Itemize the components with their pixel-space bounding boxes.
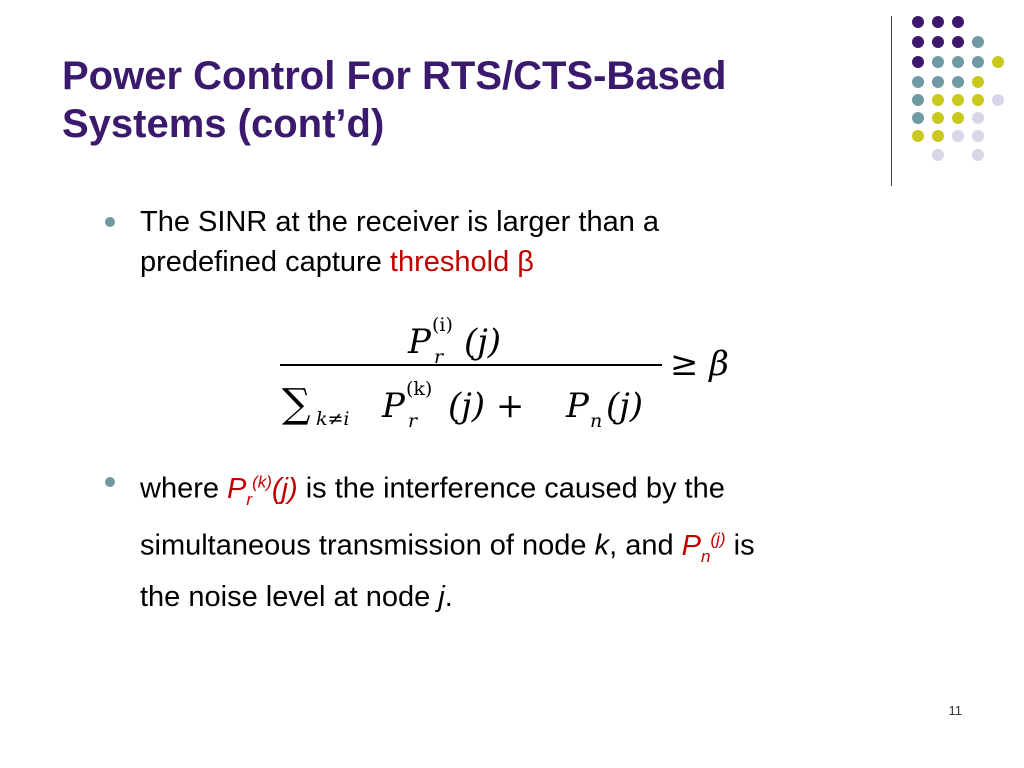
node-k: k (594, 530, 610, 563)
threshold-term: threshold β (389, 246, 534, 278)
eq-den-arg1: (j) + (448, 386, 525, 426)
sinr-equation (270, 305, 770, 435)
title-line-1: Power Control For RTS/CTS-Based (62, 54, 727, 98)
eq-num-P: P (408, 322, 431, 362)
bullet-2-is: is (725, 530, 755, 563)
bullet-1 (140, 202, 960, 282)
eq-den-sup: (k) (406, 378, 433, 400)
eq-num-sub: r (434, 346, 444, 368)
eq-den-Pn-sub: n (590, 410, 603, 432)
pr-symbol: $P_r^{(k)}(j)$ (227, 472, 298, 509)
eq-den-sub: r (408, 410, 418, 432)
bullet-2-line-2: simultaneous transmission of node (140, 530, 595, 563)
bullet-2-period: . (444, 580, 453, 613)
bullet-2-and: , and (609, 530, 682, 563)
bullet-2-where: where (140, 472, 228, 505)
bullet-2 (140, 462, 960, 617)
bullet-2-mid1: is the interference caused by the (297, 472, 725, 505)
pn-symbol: $P_n^{(j)}$ (681, 529, 726, 566)
eq-den-P: P (382, 386, 405, 426)
bullet-1-line-2: predefined capture (140, 246, 390, 278)
node-j: j (438, 580, 445, 613)
bullet-2-line-3: the noise level at node (140, 580, 439, 613)
eq-relation: ≥ β (670, 344, 729, 384)
eq-num-arg: (j) (464, 322, 502, 362)
page-number: 11 (948, 703, 962, 718)
eq-sum-sub: k≠i (316, 408, 350, 430)
eq-num-sup: (i) (432, 314, 453, 336)
bullet-1-line-1: The SINR at the receiver is larger than a (140, 206, 660, 238)
bullet-dot-icon (105, 217, 115, 227)
title-line-2: Systems (cont’d) (62, 102, 385, 146)
eq-den-Pn: P (566, 386, 589, 426)
decorative-dot-grid (0, 0, 1024, 200)
bullet-dot-icon (105, 477, 115, 487)
eq-den-arg2: (j) (606, 386, 644, 426)
eq-sum-symbol: ∑ (282, 381, 311, 427)
